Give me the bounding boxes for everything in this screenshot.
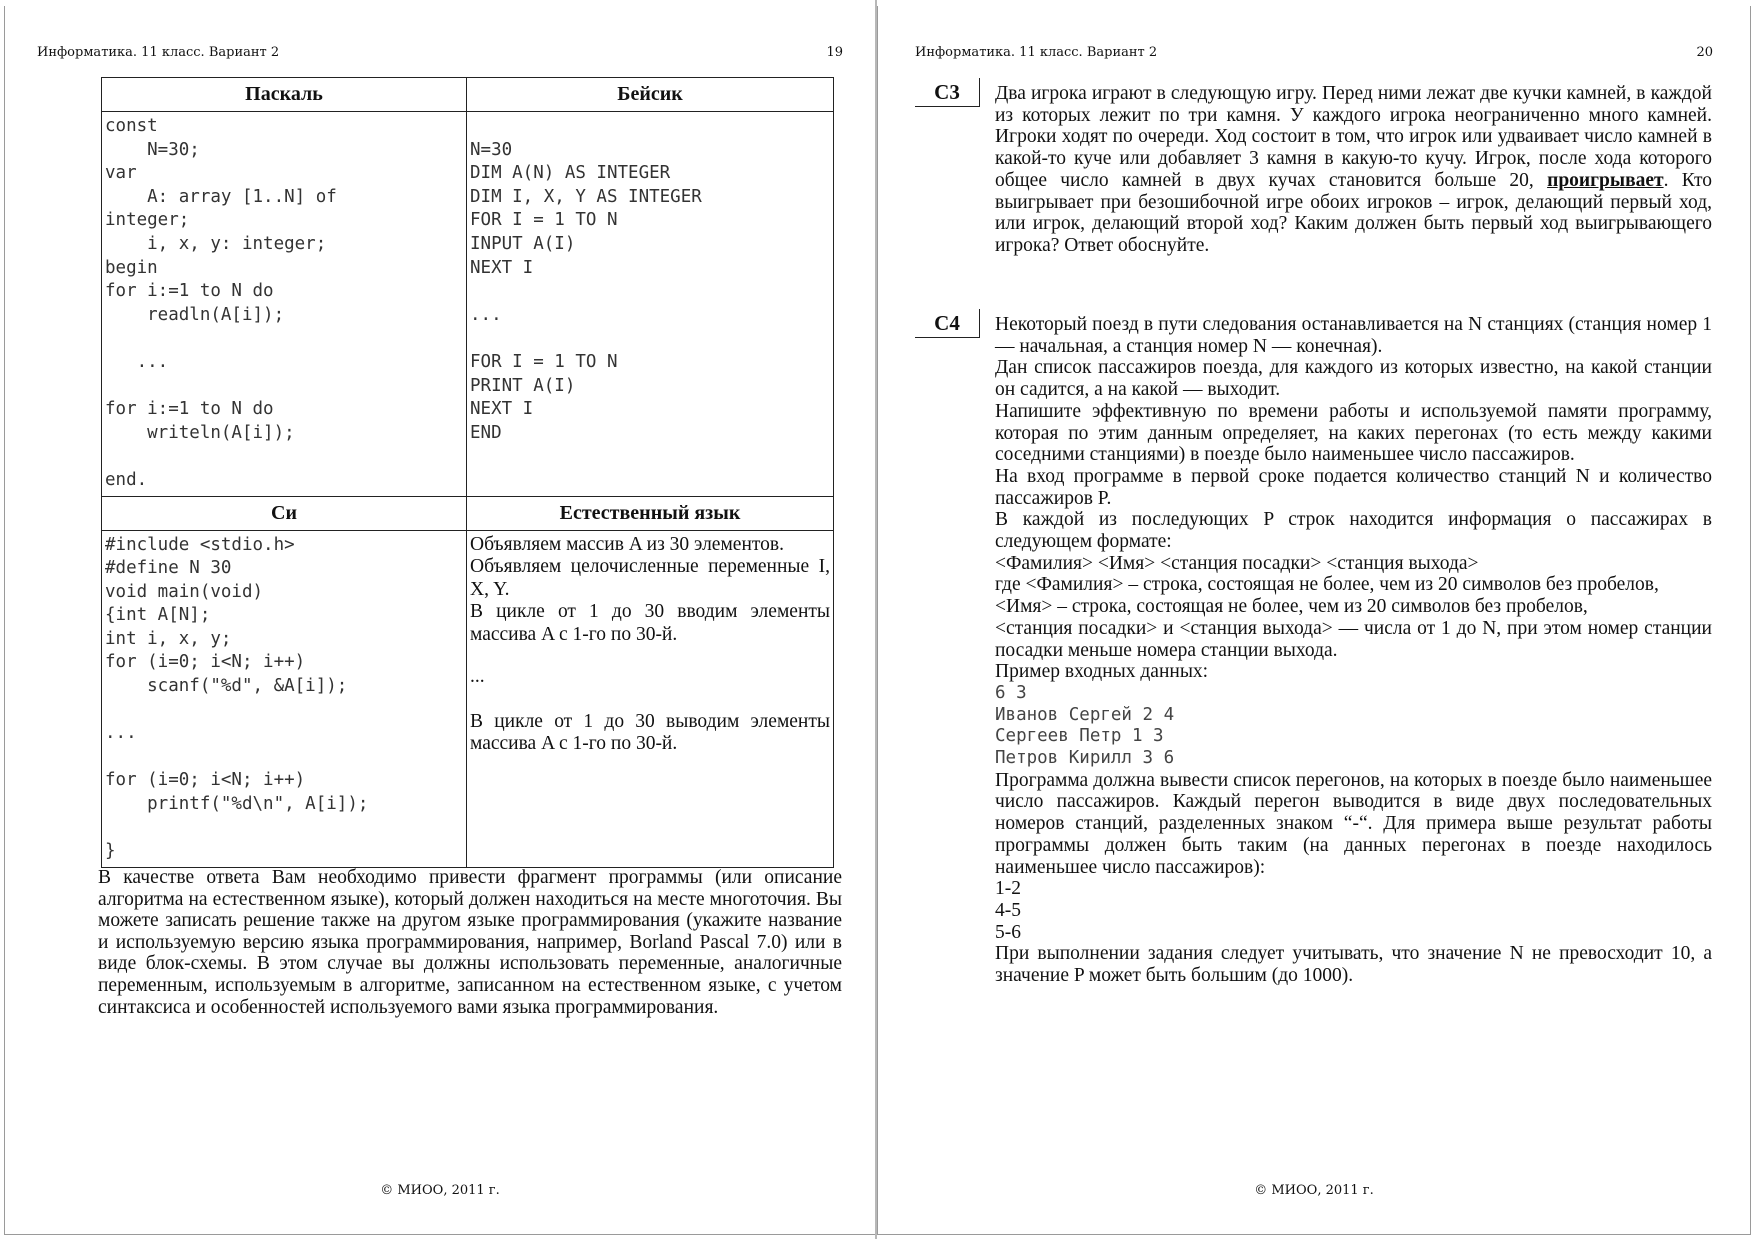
sample-input-line: 6 3 bbox=[995, 682, 1027, 703]
footer-copyright: © МИОО, 2011 г. bbox=[380, 1183, 500, 1198]
c-code: #include <stdio.h> #define N 30 void main(void) {int A[N]; int i, x, y; for (i=0; i<N; i++) scanf("%d", &A[i]); ... for (i=0; i<N; i++) printf("%d\n", A[i]); } bbox=[105, 534, 369, 862]
sample-input-line: Иванов Сергей 2 4 bbox=[995, 704, 1175, 725]
natural-cell bbox=[467, 530, 834, 867]
c-header: Си bbox=[102, 496, 467, 530]
c4-format-line: <Фамилия> <Имя> <станция посадки> <станция выхода> bbox=[995, 552, 1479, 574]
basic-code: N=30 DIM A(N) AS INTEGER DIM I, X, Y AS INTEGER FOR I = 1 TO N INPUT A(I) NEXT I ... FOR I = 1 TO N PRINT A(I) NEXT I END bbox=[470, 139, 702, 443]
page-number: 19 bbox=[826, 45, 843, 60]
running-head: Информатика. 11 класс. Вариант 2 bbox=[915, 45, 1158, 60]
c4-paragraph: <станция посадки> и <станция выхода> — числа от 1 до N, при этом номер станции посадки меньше номера станции выхода. bbox=[995, 617, 1712, 661]
basic-cell bbox=[467, 112, 834, 497]
natural-paragraph: В цикле от 1 до 30 выводим элементы массива A с 1-го по 30-й. bbox=[470, 710, 830, 754]
c3-emphasis: проигрывает bbox=[1547, 169, 1664, 191]
sample-input-line: Петров Кирилл 3 6 bbox=[995, 748, 1175, 769]
c4-paragraph: Дан список пассажиров поезда, для каждого из которых известно, на какой станции он садится, а на какой — выходит. bbox=[995, 357, 1712, 401]
natural-header: Естественный язык bbox=[467, 496, 834, 530]
sample-output-line: 1-2 bbox=[995, 878, 1021, 900]
sample-output-line: 4-5 bbox=[995, 899, 1021, 921]
natural-paragraph: Объявляем целочисленные переменные I, X, Y. bbox=[470, 556, 830, 600]
c4-paragraph: Некоторый поезд в пути следования останавливается на N станциях (станция номер 1 — начальная, а станция номер N — конечная). bbox=[995, 314, 1712, 357]
c4-paragraph: При выполнении задания следует учитывать, что значение N не превосходит 10, а значение P может быть большим (до 1000). bbox=[995, 943, 1712, 987]
answer-instructions: В качестве ответа Вам необходимо привести фрагмент программы (или описание алгоритма на естественном языке), который должен находиться на месте многоточия. Вы можете записать решение также на другом языке программирования (укажите название и используемую версию языка программирования, например, Borland Pascal 7.0) или в виде блок-схемы. В этом случае вы должны использовать переменные, аналогичные переменным, используемым в алгоритме, записанном на естественном языке, с учетом синтаксиса и особенностей используемого вами языка программирования. bbox=[98, 867, 842, 1018]
right-page bbox=[877, 6, 1751, 1235]
code-table bbox=[101, 77, 834, 868]
natural-paragraph: Объявляем массив A из 30 элементов. bbox=[470, 533, 784, 555]
task-label-c3: C3 bbox=[915, 78, 980, 107]
left-page bbox=[4, 6, 875, 1235]
c4-sample-input-heading: Пример входных данных: bbox=[995, 661, 1209, 683]
c4-paragraph: В каждой из последующих P строк находится информация о пассажирах в следующем формате: bbox=[995, 509, 1712, 553]
c-cell bbox=[102, 530, 467, 867]
sample-input-line: Сергеев Петр 1 3 bbox=[995, 726, 1164, 747]
page-number: 20 bbox=[1696, 45, 1713, 60]
natural-paragraph: В цикле от 1 до 30 вводим элементы массива A с 1-го по 30-й. bbox=[470, 601, 830, 645]
c4-paragraph: <Имя> – строка, состоящая не более, чем из 20 символов без пробелов, bbox=[995, 596, 1588, 618]
pascal-code: const N=30; var A: array [1..N] of integer; i, x, y: integer; begin for i:=1 to N do readln(A[i]); ... for i:=1 to N do writeln(A[i]); end. bbox=[105, 116, 337, 490]
running-head: Информатика. 11 класс. Вариант 2 bbox=[37, 45, 280, 60]
c4-paragraph: где <Фамилия> – строка, состоящая не более, чем из 20 символов без пробелов, bbox=[995, 574, 1659, 596]
task-c4-body bbox=[995, 314, 1712, 987]
natural-ellipsis: ... bbox=[470, 666, 485, 687]
basic-header: Бейсик bbox=[467, 78, 834, 112]
pascal-header: Паскаль bbox=[102, 78, 467, 112]
c4-paragraph: Напишите эффективную по времени работы и используемой памяти программу, которая по этим данным определяет, на каких перегонах (то есть между какими соседними станциями) в поезде было наименьшее число пассажиров. bbox=[995, 400, 1712, 466]
pascal-cell bbox=[102, 112, 467, 497]
c3-text-after: . Кто выигрывает при безошибочной игре обоих игроков – игрок, делающий первый ход, или игрок, делающий второй ход? Каким должен быть первый ход выигрывающего игрока? Ответ обоснуйте. bbox=[995, 169, 1713, 256]
c4-paragraph: Программа должна вывести список перегонов, на которых в поезде было наименьшее число пассажиров. Каждый перегон выводится в виде двух последовательных номеров станций, разделенных знаком “-“. Для примера выше результат работы программы должен быть таким (на данных перегонах в поезде находилось наименьшее число пассажиров): bbox=[995, 769, 1712, 878]
sample-output-line: 5-6 bbox=[995, 921, 1021, 943]
footer-copyright: © МИОО, 2011 г. bbox=[1254, 1183, 1374, 1198]
c3-text-before: Два игрока играют в следующую игру. Перед ними лежат две кучки камней, в каждой из которых лежит по три камня. У каждого игрока неограниченно много камней. Игроки ходят по очереди. Ход состоит в том, что игрок или удваивает число камней в какой-то куче или добавляет 3 камня в какую-то кучу. Игрок, после хода которого общее число камней в двух кучах становится больше 20, bbox=[995, 83, 1712, 191]
task-label-c4: C4 bbox=[915, 309, 980, 338]
c4-paragraph: На вход программе в первой сроке подается количество станций N и количество пассажиров P. bbox=[995, 465, 1712, 509]
task-c3-body bbox=[995, 83, 1712, 257]
